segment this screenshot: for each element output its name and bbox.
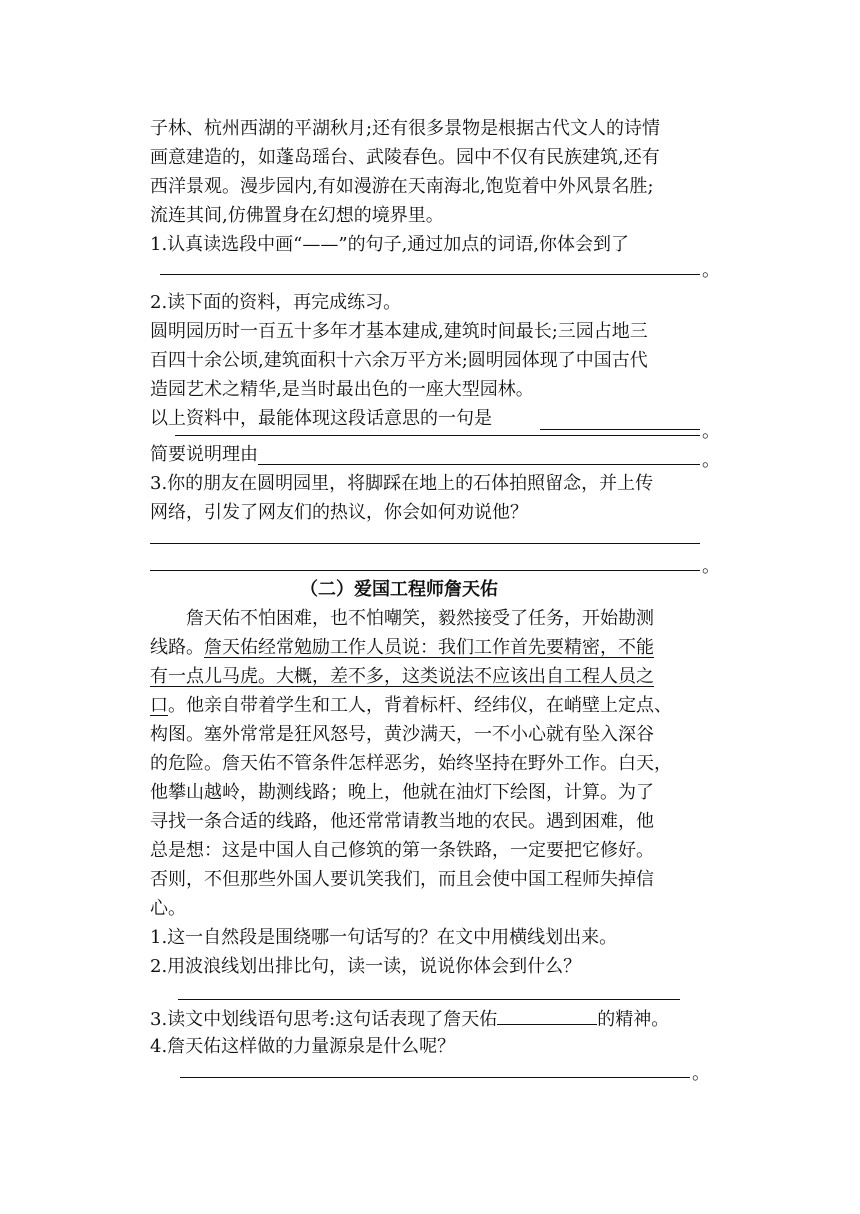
answer-line[interactable]: [178, 999, 680, 1000]
passage-line: 构图。塞外常常是狂风怒号，黄沙满天，一不小心就有坠入深谷: [150, 724, 654, 745]
passage-line: 寻找一条合适的线路，他还常常请教当地的农民。遇到困难，他: [150, 811, 654, 832]
passage-line: 子林、杭州西湖的平湖秋月;还有很多景物是根据古代文人的诗情: [150, 118, 661, 139]
answer-line[interactable]: [180, 1077, 690, 1078]
passage-line: 总是想：这是中国人自己修筑的第一条铁路，一定要把它修好。: [150, 840, 654, 861]
underlined-sentence: 有一点儿马虎。大概，差不多，这类说法不应该出自工程人员之: [150, 666, 654, 687]
passage-line: [150, 694, 720, 718]
question-3-line: 3.你的朋友在圆明园里，将脚踩在地上的石体拍照留念，并上传: [150, 473, 654, 494]
material-line: 造园艺术之精华,是当时最出色的一座大型园林。: [150, 379, 534, 400]
answer-line[interactable]: [150, 543, 700, 544]
passage-line: 心。: [150, 898, 186, 919]
underlined-sentence: 口: [150, 695, 168, 716]
material-line: 百四十余公顷,建筑面积十六余万平方米;圆明园体现了中国古代: [150, 350, 648, 371]
answer-line[interactable]: [160, 274, 700, 275]
period-mark: 。: [702, 260, 720, 281]
passage-text: 。他亲自带着学生和工人，背着标杆、经纬仪，在峭壁上定点、: [168, 695, 672, 716]
answer-line[interactable]: [540, 429, 700, 430]
question-1: 1.认真读选段中画“——”的句子,通过加点的词语,你体会到了: [150, 234, 630, 255]
question-3: [150, 1006, 720, 1032]
passage-line: 他攀山越岭，勘测线路；晚上，他就在油灯下绘图，计算。为了: [150, 782, 654, 803]
answer-blank[interactable]: [497, 1006, 597, 1025]
question-1: 1.这一自然段是围绕哪一句话写的？在文中用横线划出来。: [150, 927, 618, 948]
question-3-prompt: 3.读文中划线语句思考:这句话表现了詹天佑: [150, 1009, 498, 1030]
answer-line[interactable]: [258, 464, 700, 465]
question-2-prompt-a: 以上资料中，最能体现这段话意思的一句是: [150, 408, 492, 429]
question-2: 2.用波浪线划出排比句，读一读，说说你体会到什么？: [150, 956, 582, 977]
material-line: 圆明园历时一百五十多年才基本建成,建筑时间最长;三园占地三: [150, 321, 648, 342]
section-title: （二）爱国工程师詹天佑: [300, 579, 498, 600]
passage-line: [150, 636, 720, 660]
passage-line: 画意建造的，如蓬岛瑶台、武陵春色。园中不仅有民族建筑,还有: [150, 147, 660, 168]
passage-line: 否则，不但那些外国人要讥笑我们，而且会使中国工程师失掉信: [150, 869, 654, 890]
period-mark: 。: [702, 421, 720, 442]
period-mark: 。: [702, 556, 720, 577]
underlined-sentence: 詹天佑经常勉励工作人员说：我们工作首先要精密，不能: [204, 637, 654, 658]
question-4: 4.詹天佑这样做的力量源泉是什么呢？: [150, 1036, 456, 1057]
question-3-suffix: 的精神。: [597, 1009, 670, 1030]
passage-line: 西洋景观。漫步园内,有如漫游在天南海北,饱览着中外风景名胜;: [150, 176, 654, 197]
passage-text: 线路。: [150, 637, 204, 658]
passage-line: 的危险。詹天佑不管条件怎样恶劣，始终坚持在野外工作。白天，: [150, 753, 672, 774]
answer-line[interactable]: [175, 435, 700, 436]
question-3-line: 网络，引发了网友们的热议，你会如何劝说他？: [150, 502, 528, 523]
question-2: 2.读下面的资料，再完成练习。: [150, 292, 402, 313]
answer-line[interactable]: [150, 570, 700, 571]
period-mark: 。: [702, 450, 720, 471]
passage-line: 流连其间,仿佛置身在幻想的境界里。: [150, 205, 444, 226]
question-2-prompt-b: 简要说明理由: [150, 444, 258, 465]
passage-line: 詹天佑不怕困难，也不怕嘲笑，毅然接受了任务，开始勘测: [186, 608, 654, 629]
period-mark: 。: [692, 1063, 710, 1084]
